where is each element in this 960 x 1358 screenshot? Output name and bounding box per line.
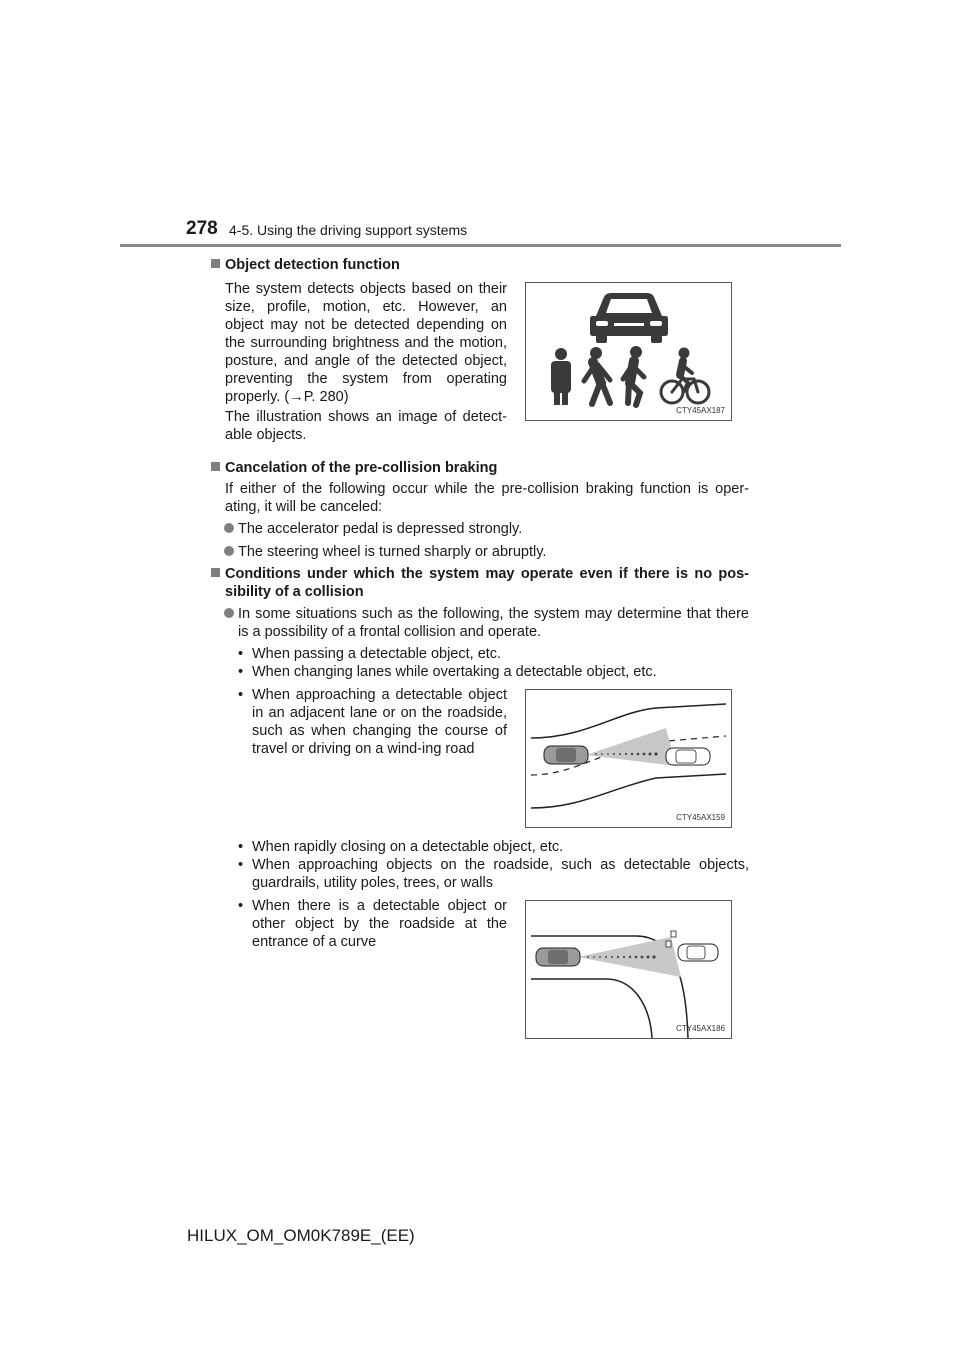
cancelation-heading <box>211 459 497 477</box>
detectable-objects-figure <box>525 282 732 421</box>
car-front-icon <box>590 293 668 343</box>
cancelation-bullet-2 <box>238 543 749 561</box>
conditions-bullet-text: In some situations such as the following, the system may determine that there is a possibility of a frontal collision and operate. <box>238 606 749 640</box>
running-head: 4-5. Using the driving support systems <box>229 222 468 238</box>
sub-item-approaching-adjacent: • When approaching a detectable object in an adjacent lane or on the roadside, such as when changing the course of travel or driving on a wind-ing road <box>238 686 507 758</box>
cancelation-intro: If either of the following occur while the pre-collision braking function is oper-ating, it will be canceled: <box>225 481 749 515</box>
cancelation-bullet-1-text: The accelerator pedal is depressed strongly. <box>238 521 523 537</box>
square-bullet-icon <box>211 462 220 471</box>
sub-item-roadside-objects: • When approaching objects on the roadside, such as detectable objects, guardrails, utility poles, trees, or walls <box>238 856 749 892</box>
figure-code: CTY45AX186 <box>676 1024 725 1033</box>
walking-person-icon <box>584 347 610 404</box>
curve-entrance-illustration <box>526 901 731 1038</box>
conditions-heading-line1: Conditions under which the system may operate even if there is no pos- <box>225 566 749 582</box>
cancelation-bullet-1 <box>238 520 749 538</box>
conditions-heading-line2: sibility of a collision <box>225 584 364 600</box>
curve-entrance-figure <box>525 900 732 1039</box>
detectable-objects-illustration <box>526 283 731 420</box>
cancelation-heading-text: Cancelation of the pre-collision braking <box>225 460 498 476</box>
header-rule <box>120 244 841 247</box>
conditions-bullet <box>238 605 749 641</box>
page-number: 278 <box>186 218 218 239</box>
figure-code: CTY45AX159 <box>676 813 725 822</box>
object-detection-heading <box>211 256 400 274</box>
sub-item-passing: • When passing a detectable object, etc. <box>238 645 749 663</box>
running-person-icon <box>623 346 644 405</box>
round-bullet-icon <box>224 608 234 618</box>
object-detection-para1: The system detects objects based on their size, profile, motion, etc. However, an object may not be detected depending on the surrounding brightness and the motion, posture, and angle of the detected object, preventing the system from operating properly. (→P. 280) <box>225 281 507 405</box>
round-bullet-icon <box>224 546 234 556</box>
standing-person-icon <box>551 348 571 405</box>
own-vehicle-icon <box>536 948 580 966</box>
conditions-heading <box>211 565 749 601</box>
object-detection-para2: The illustration shows an image of detect-able objects. <box>225 409 507 443</box>
adjacent-lane-illustration <box>526 690 731 827</box>
cyclist-icon <box>661 348 709 404</box>
detected-vehicle-icon <box>678 944 718 961</box>
own-vehicle-icon <box>544 746 588 764</box>
detected-vehicle-icon <box>666 748 710 765</box>
figure-code: CTY45AX187 <box>676 406 725 415</box>
square-bullet-icon <box>211 568 220 577</box>
object-detection-heading-text: Object detection function <box>225 257 400 273</box>
square-bullet-icon <box>211 259 220 268</box>
sub-item-changing-lanes: • When changing lanes while overtaking a detectable object, etc. <box>238 663 749 681</box>
radar-beam <box>586 728 676 766</box>
round-bullet-icon <box>224 523 234 533</box>
cancelation-bullet-2-text: The steering wheel is turned sharply or abruptly. <box>238 544 547 560</box>
sub-item-curve-entrance: • When there is a detectable object or other object by the roadside at the entrance of a curve <box>238 897 507 951</box>
sub-item-rapidly-closing: • When rapidly closing on a detectable object, etc. <box>238 838 749 856</box>
adjacent-lane-figure <box>525 689 732 828</box>
document-code: HILUX_OM_OM0K789E_(EE) <box>187 1226 415 1245</box>
